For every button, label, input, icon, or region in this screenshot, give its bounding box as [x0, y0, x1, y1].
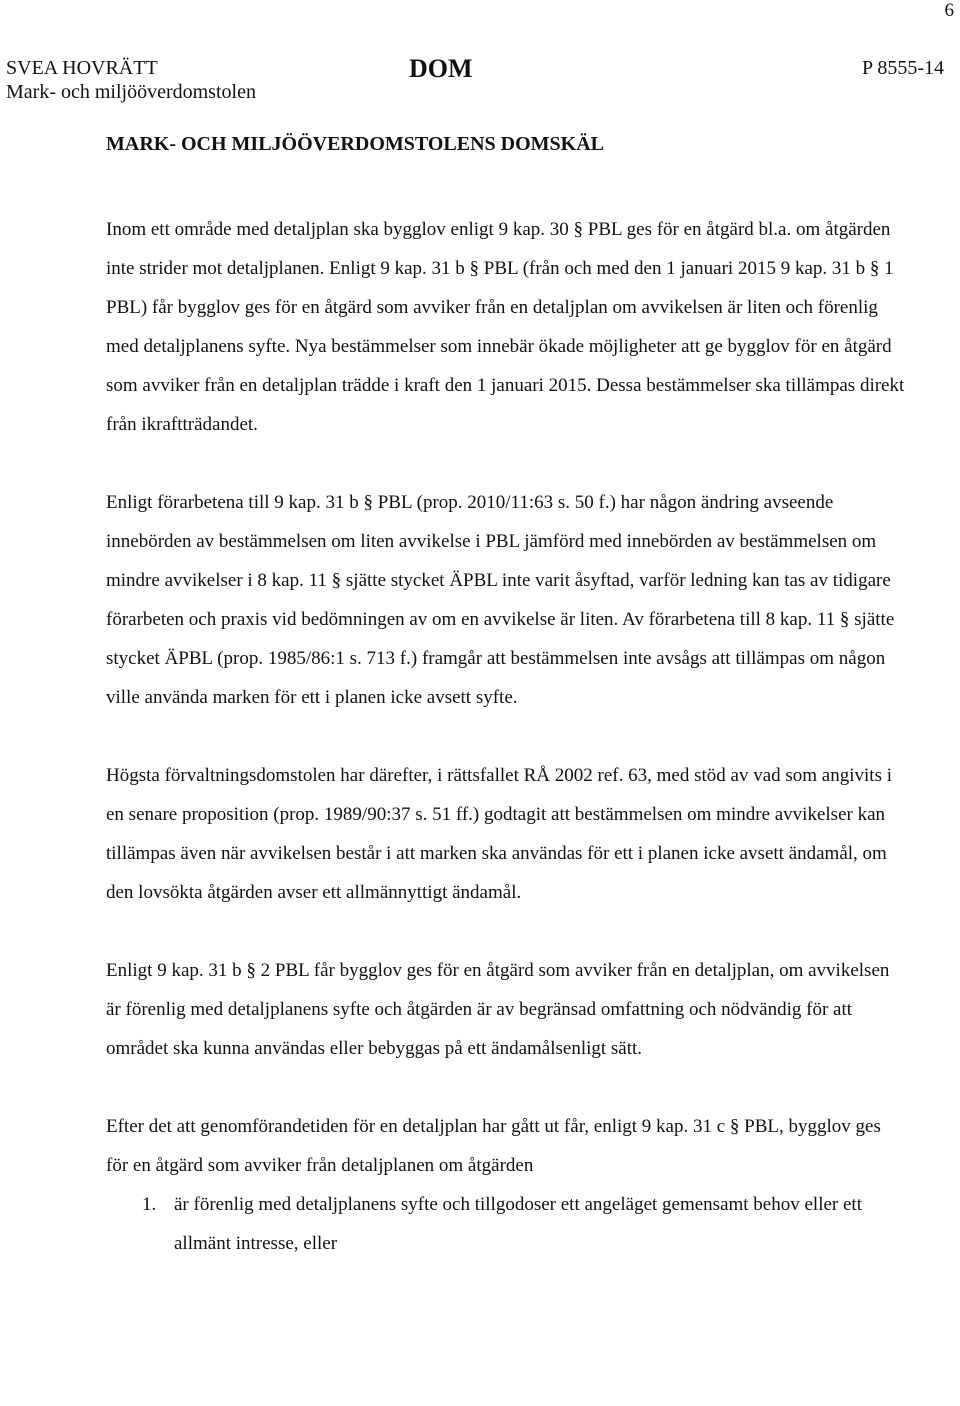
list-marker: 1.: [142, 1194, 157, 1215]
numbered-list: [106, 1185, 906, 1263]
court-division: Mark- och miljööverdomstolen: [6, 81, 256, 103]
paragraph-4: Enligt 9 kap. 31 b § 2 PBL får bygglov ges för en åtgärd som avviker från en detaljplan, om avvikelsen är förenlig med detaljplanens syfte och åtgärden är av begränsad omfattning och nödvändig för att området ska kunna användas eller bebyggas på ett ändamålsenligt sätt.: [106, 960, 890, 1059]
list-item-text: är förenlig med detaljplanens syfte och tillgodoser ett angeläget gemensamt behov eller ett allmänt intresse, eller: [174, 1194, 862, 1254]
list-item: [106, 1185, 894, 1263]
document-header: [6, 56, 954, 106]
document-type: DOM: [409, 54, 473, 83]
paragraph-3: Högsta förvaltningsdomstolen har därefter, i rättsfallet RÅ 2002 ref. 63, med stöd av vad som angivits i en senare proposition (prop. 1989/90:37 s. 51 ff.) godtagit att bestämmelsen om mindre avvikelser kan tillämpas även när avvikelsen består i att marken ska användas för ett i planen icke avsett ändamål, om den lovsökta åtgärden avser ett allmännyttigt ändamål.: [106, 765, 892, 903]
paragraph-2: Enligt förarbetena till 9 kap. 31 b § PBL (prop. 2010/11:63 s. 50 f.) har någon ändring avseende innebörden av bestämmelsen om liten avvikelse i PBL jämförd med innebörden av bestämmelsen om mindre avvikelser i 8 kap. 11 § sjätte stycket ÄPBL inte varit åsyftad, varför ledning kan tas av tidigare förarbeten och praxis vid bedömningen av om en avvikelse är liten. Av förarbetena till 8 kap. 11 § sjätte stycket ÄPBL (prop. 1985/86:1 s. 713 f.) framgår att bestämmelsen inte avsågs att tillämpas om någon ville använda marken för ett i planen icke avsett syfte.: [106, 492, 895, 708]
paragraph-5: Efter det att genomförandetiden för en detaljplan har gått ut får, enligt 9 kap. 31 c § PBL, bygglov ges för en åtgärd som avviker från detaljplanen om åtgärden: [106, 1116, 881, 1176]
case-number: P 8555-14: [861, 57, 944, 79]
paragraph-1: Inom ett område med detaljplan ska bygglov enligt 9 kap. 30 § PBL ges för en åtgärd bl.a. om åtgärden inte strider mot detaljplanen. Enligt 9 kap. 31 b § PBL (från och med den 1 januari 2015 9 kap. 31 b § 1 PBL) får bygglov ges för en åtgärd som avviker från en detaljplan om avvikelsen är liten och förenlig med detaljplanens syfte. Nya bestämmelser som innebär ökade möjligheter att ge bygglov för en åtgärd som avviker från en detaljplan trädde i kraft den 1 januari 2015. Dessa bestämmelser ska tillämpas direkt från ikraftträdandet.: [106, 219, 905, 435]
court-name: SVEA HOVRÄTT: [6, 57, 158, 79]
document-body: [106, 130, 906, 1263]
page-number: 6: [944, 0, 954, 21]
section-heading: MARK- OCH MILJÖÖVERDOMSTOLENS DOMSKÄL: [106, 133, 604, 155]
